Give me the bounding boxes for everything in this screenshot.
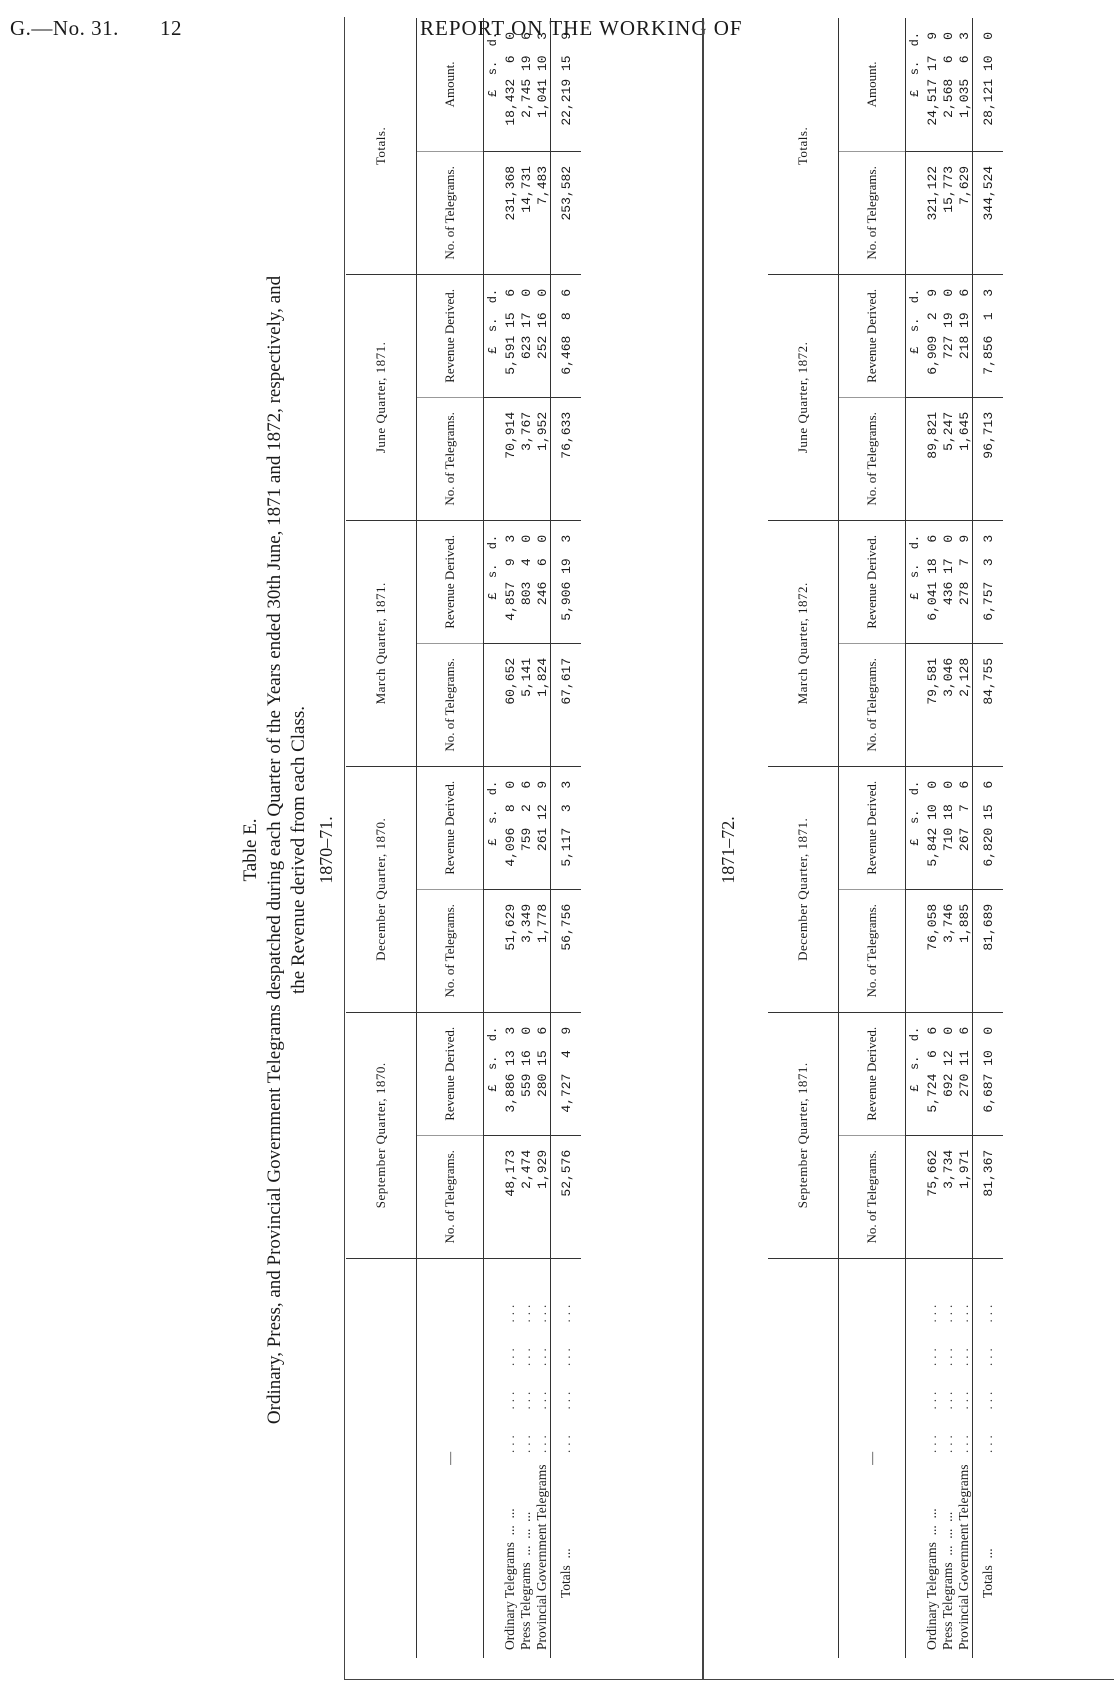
revenue-col-header: Revenue Derived. <box>839 1012 906 1135</box>
telegrams-col-header: No. of Telegrams. <box>417 151 484 274</box>
totals-header: Totals. <box>346 18 417 274</box>
totals-label: Totals ... <box>551 1453 582 1658</box>
cell: 3,886 13 3 <box>502 1012 518 1135</box>
total-cell: 4,727 4 9 <box>551 1012 582 1135</box>
unit-cell: £ s. d. <box>484 766 503 889</box>
cell: 321,122 <box>924 151 940 274</box>
cell: 692 12 0 <box>940 1012 956 1135</box>
cell: 5,591 15 6 <box>502 274 518 397</box>
quarter-header: March Quarter, 1872. <box>768 520 839 766</box>
cell: 60,652 <box>502 643 518 766</box>
totals-label: Totals ... <box>973 1453 1004 1658</box>
unit-cell <box>484 643 503 766</box>
cell: 6,041 18 6 <box>924 520 940 643</box>
cell: 1,971 <box>956 1135 973 1258</box>
blank-header <box>768 1258 839 1658</box>
revenue-col-header: Revenue Derived. <box>839 766 906 889</box>
unit-cell: £ s. d. <box>484 18 503 151</box>
leader-dots: ... ... ... ... <box>551 1258 582 1453</box>
cell: 559 16 0 <box>518 1012 534 1135</box>
cell: 218 19 6 <box>956 274 973 397</box>
cell: 5,724 6 6 <box>924 1012 940 1135</box>
table-row <box>924 18 940 1658</box>
cell: 261 12 9 <box>534 766 551 889</box>
unit-cell: £ s. d. <box>906 520 925 643</box>
cell: 79,581 <box>924 643 940 766</box>
telegrams-col-header: No. of Telegrams. <box>417 889 484 1012</box>
unit-cell: £ s. d. <box>906 1012 925 1135</box>
table-row <box>534 18 551 1658</box>
telegrams-col-header: No. of Telegrams. <box>839 889 906 1012</box>
row-label: Ordinary Telegrams ... ... <box>502 1508 517 1650</box>
cell: 727 19 0 <box>940 274 956 397</box>
cell: 246 6 0 <box>534 520 551 643</box>
quarter-header: March Quarter, 1871. <box>346 520 417 766</box>
totals-row <box>973 18 1004 1658</box>
total-cell: 67,617 <box>551 643 582 766</box>
leader-dots: ... ... ... ... <box>924 1300 939 1454</box>
total-cell: 344,524 <box>973 151 1004 274</box>
unit-cell: £ s. d. <box>484 274 503 397</box>
total-cell: 96,713 <box>973 397 1004 520</box>
unit-cell <box>906 397 925 520</box>
total-cell: 52,576 <box>551 1135 582 1258</box>
leader-dots: ... ... ... ... <box>518 1300 533 1454</box>
total-cell: 6,820 15 6 <box>973 766 1004 889</box>
total-cell: 56,756 <box>551 889 582 1012</box>
unit-cell <box>906 151 925 274</box>
cell: 280 15 6 <box>534 1012 551 1135</box>
cell: 75,662 <box>924 1135 940 1258</box>
quarter-header: June Quarter, 1872. <box>768 274 839 520</box>
unit-cell <box>484 889 503 1012</box>
row-label-header: — <box>839 1258 906 1658</box>
cell: 270 11 6 <box>956 1012 973 1135</box>
total-cell: 5,906 19 3 <box>551 520 582 643</box>
cell: 3,746 <box>940 889 956 1012</box>
spacer-cell <box>906 1453 925 1658</box>
cell: 1,885 <box>956 889 973 1012</box>
telegrams-col-header: No. of Telegrams. <box>839 643 906 766</box>
row-label: Press Telegrams ... ... ... <box>940 1511 955 1650</box>
table-caption-line-2: the Revenue derived from each Class. <box>288 705 309 995</box>
cell: 15,773 <box>940 151 956 274</box>
unit-cell <box>906 643 925 766</box>
cell: 436 17 0 <box>940 520 956 643</box>
page-number: 12 <box>160 16 182 40</box>
cell: 1,035 6 3 <box>956 18 973 151</box>
leader-dots: ... ... ... ... <box>940 1300 955 1454</box>
total-cell: 6,757 3 3 <box>973 520 1004 643</box>
cell: 18,432 6 0 <box>502 18 518 151</box>
leader-dots: ... ... ... ... <box>534 1300 549 1454</box>
cell: 3,349 <box>518 889 534 1012</box>
cell: 5,141 <box>518 643 534 766</box>
telegrams-col-header: No. of Telegrams. <box>417 1135 484 1258</box>
cell: 3,734 <box>940 1135 956 1258</box>
blank-header <box>346 1258 417 1658</box>
table-1870-71 <box>346 18 581 1658</box>
quarter-header: December Quarter, 1870. <box>346 766 417 1012</box>
unit-cell <box>484 397 503 520</box>
cell: 2,128 <box>956 643 973 766</box>
cell: 3,767 <box>518 397 534 520</box>
leader-dots: ... ... ... ... <box>956 1300 971 1454</box>
cell: 76,058 <box>924 889 940 1012</box>
cell: 5,247 <box>940 397 956 520</box>
cell: 252 16 0 <box>534 274 551 397</box>
table-1871-72 <box>768 18 1003 1658</box>
row-label: Press Telegrams ... ... ... <box>518 1511 533 1650</box>
cell: 2,568 6 0 <box>940 18 956 151</box>
amount-col-header: Amount. <box>417 18 484 151</box>
revenue-col-header: Revenue Derived. <box>417 1012 484 1135</box>
year-heading-1870-71: 1870–71. <box>316 816 336 884</box>
unit-cell: £ s. d. <box>484 520 503 643</box>
document-code: G.—No. 31. <box>10 16 119 40</box>
total-cell: 81,367 <box>973 1135 1004 1258</box>
revenue-col-header: Revenue Derived. <box>417 274 484 397</box>
quarter-header: September Quarter, 1870. <box>346 1012 417 1258</box>
rotated-table-content <box>240 20 1060 1680</box>
unit-cell <box>484 1135 503 1258</box>
cell: 24,517 17 9 <box>924 18 940 151</box>
spacer-cell <box>484 1453 503 1658</box>
cell: 1,041 10 3 <box>534 18 551 151</box>
totals-row <box>551 18 582 1658</box>
totals-header: Totals. <box>768 18 839 274</box>
cell: 48,173 <box>502 1135 518 1258</box>
table-row <box>518 18 534 1658</box>
cell: 1,778 <box>534 889 551 1012</box>
cell: 278 7 9 <box>956 520 973 643</box>
cell: 2,474 <box>518 1135 534 1258</box>
telegrams-col-header: No. of Telegrams. <box>417 397 484 520</box>
table-caption-line-1: Ordinary, Press, and Provincial Government Telegrams despatched during each Quarter of the Years ended 30th June, 1871 and 1872, respectively, and <box>264 275 285 1425</box>
quarter-header: September Quarter, 1871. <box>768 1012 839 1258</box>
cell: 710 18 0 <box>940 766 956 889</box>
cell: 7,483 <box>534 151 551 274</box>
row-label: Provincial Government Telegrams <box>534 1464 549 1650</box>
total-cell: 76,633 <box>551 397 582 520</box>
revenue-col-header: Revenue Derived. <box>839 274 906 397</box>
cell: 231,368 <box>502 151 518 274</box>
unit-cell: £ s. d. <box>906 18 925 151</box>
total-cell: 22,219 15 9 <box>551 18 582 151</box>
cell: 51,629 <box>502 889 518 1012</box>
table-row <box>940 18 956 1658</box>
cell: 803 4 0 <box>518 520 534 643</box>
unit-cell <box>484 151 503 274</box>
row-label: Provincial Government Telegrams <box>956 1464 971 1650</box>
cell: 759 2 6 <box>518 766 534 889</box>
revenue-col-header: Revenue Derived. <box>417 520 484 643</box>
leader-dots: ... ... ... ... <box>973 1258 1004 1453</box>
unit-cell <box>906 1135 925 1258</box>
row-label-header: — <box>417 1258 484 1658</box>
cell: 5,842 10 0 <box>924 766 940 889</box>
unit-cell: £ s. d. <box>906 274 925 397</box>
cell: 4,857 9 3 <box>502 520 518 643</box>
cell: 1,645 <box>956 397 973 520</box>
revenue-col-header: Revenue Derived. <box>839 520 906 643</box>
cell: 267 7 6 <box>956 766 973 889</box>
cell: 14,731 <box>518 151 534 274</box>
leader-dots: ... ... ... ... <box>502 1300 517 1454</box>
spacer-cell <box>484 1258 503 1453</box>
cell: 623 17 0 <box>518 274 534 397</box>
total-cell: 7,856 1 3 <box>973 274 1004 397</box>
table-title: Table E. <box>240 818 261 882</box>
total-cell: 84,755 <box>973 643 1004 766</box>
unit-cell: £ s. d. <box>906 766 925 889</box>
cell: 3,046 <box>940 643 956 766</box>
year-heading-1871-72: 1871–72. <box>718 816 738 884</box>
spacer-cell <box>906 1258 925 1453</box>
quarter-header: December Quarter, 1871. <box>768 766 839 1012</box>
total-cell: 6,468 8 6 <box>551 274 582 397</box>
telegrams-col-header: No. of Telegrams. <box>839 397 906 520</box>
section-divider <box>702 18 704 1680</box>
cell: 1,929 <box>534 1135 551 1258</box>
unit-cell: £ s. d. <box>484 1012 503 1135</box>
row-label: Ordinary Telegrams ... ... <box>924 1508 939 1650</box>
table-row <box>956 18 973 1658</box>
amount-col-header: Amount. <box>839 18 906 151</box>
telegrams-col-header: No. of Telegrams. <box>839 151 906 274</box>
cell: 4,096 8 0 <box>502 766 518 889</box>
unit-cell <box>906 889 925 1012</box>
total-cell: 28,121 10 0 <box>973 18 1004 151</box>
cell: 70,914 <box>502 397 518 520</box>
cell: 2,745 19 6 <box>518 18 534 151</box>
cell: 89,821 <box>924 397 940 520</box>
telegrams-col-header: No. of Telegrams. <box>417 643 484 766</box>
table-row <box>502 18 518 1658</box>
telegrams-col-header: No. of Telegrams. <box>839 1135 906 1258</box>
total-cell: 253,582 <box>551 151 582 274</box>
total-cell: 6,687 10 0 <box>973 1012 1004 1135</box>
cell: 6,909 2 9 <box>924 274 940 397</box>
cell: 1,824 <box>534 643 551 766</box>
total-cell: 81,689 <box>973 889 1004 1012</box>
running-head: REPORT ON THE WORKING OF <box>420 16 743 40</box>
revenue-col-header: Revenue Derived. <box>417 766 484 889</box>
cell: 1,952 <box>534 397 551 520</box>
quarter-header: June Quarter, 1871. <box>346 274 417 520</box>
cell: 7,629 <box>956 151 973 274</box>
total-cell: 5,117 3 3 <box>551 766 582 889</box>
